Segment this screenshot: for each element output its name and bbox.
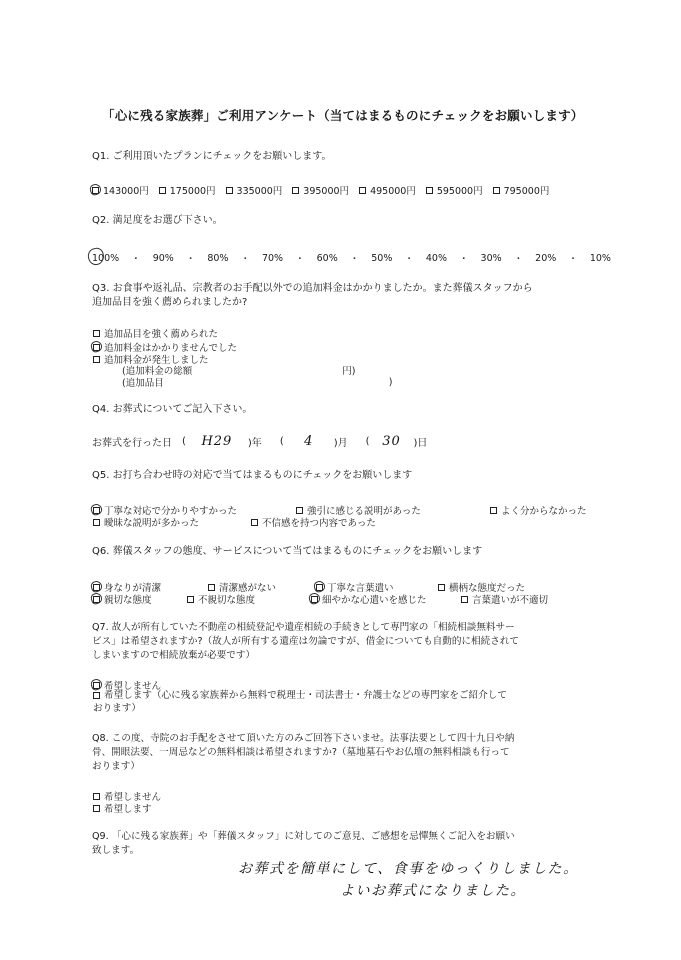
q9-answer-line1[interactable]: お葬式を簡単にして、食事をゆっくりしました。 xyxy=(238,861,579,877)
q3-option[interactable]: 追加品目を強く薦められた xyxy=(93,326,218,340)
checkbox[interactable] xyxy=(159,187,166,194)
check-mark xyxy=(90,502,104,516)
q3-sub-item: (追加品目 ) xyxy=(122,376,393,389)
q3-option[interactable]: 追加料金はかかりませんでした xyxy=(93,340,237,354)
checkbox[interactable] xyxy=(208,584,215,591)
q1-option[interactable]: 395000円 xyxy=(292,183,349,197)
q5-option[interactable]: 曖昧な説明が多かった xyxy=(93,515,251,529)
checkbox[interactable] xyxy=(93,682,100,689)
q6-question: Q6. 葬儀スタッフの態度、サービスについて当てはまるものにチェックをお願いします xyxy=(92,546,483,557)
check-mark xyxy=(90,591,104,605)
q6-option[interactable]: 親切な態度 xyxy=(93,592,187,606)
funeral-day-field[interactable]: 30 xyxy=(382,434,401,449)
checkbox[interactable] xyxy=(93,805,100,812)
q1-option[interactable]: 795000円 xyxy=(493,183,550,197)
q3-option[interactable]: 追加料金が発生しました xyxy=(93,352,209,366)
checkbox[interactable] xyxy=(493,187,500,194)
q1-question: Q1. ご利用頂いたプランにチェックをお願いします。 xyxy=(92,151,332,162)
q6-option[interactable]: 言葉遣いが不適切 xyxy=(461,592,548,606)
checkbox[interactable] xyxy=(93,356,100,363)
q6-option[interactable]: 横柄な態度だった xyxy=(438,580,525,594)
q2-options: 100% ・ 90% ・ 80% ・ 70% ・ 60% ・ 50% ・ 40% ・ 30% ・ 20% ・ 10% xyxy=(92,251,611,265)
checkbox[interactable] xyxy=(93,507,100,514)
q2-option[interactable]: 60% xyxy=(316,252,338,264)
checkbox[interactable] xyxy=(316,584,323,591)
checkbox[interactable] xyxy=(359,187,366,194)
checkbox[interactable] xyxy=(296,507,303,514)
q5-options-row2 xyxy=(93,515,376,529)
q2-option[interactable]: 50% xyxy=(371,252,393,264)
q6-option[interactable]: 清潔感がない xyxy=(208,580,316,594)
q1-option[interactable]: 335000円 xyxy=(226,183,283,197)
checkbox[interactable] xyxy=(93,692,100,699)
page-title: 「心に残る家族葬」ご利用アンケート（当てはまるものにチェックをお願いします） xyxy=(102,108,584,123)
q1-option[interactable]: 595000円 xyxy=(426,183,483,197)
checkbox[interactable] xyxy=(461,596,468,603)
checkbox[interactable] xyxy=(93,584,100,591)
funeral-month-field[interactable]: 4 xyxy=(304,434,314,449)
q9-question: Q9. 「心に残る家族葬」や「葬儀スタッフ」に対してのご意見、ご感想を忌憚無くご記入をお願い 致します。 xyxy=(92,831,515,856)
checkbox[interactable] xyxy=(92,187,99,194)
checkbox[interactable] xyxy=(187,596,194,603)
checkbox[interactable] xyxy=(93,596,100,603)
q2-question: Q2. 満足度をお選び下さい。 xyxy=(92,215,223,226)
checkbox[interactable] xyxy=(93,793,100,800)
checkbox[interactable] xyxy=(226,187,233,194)
q4-date-row: お葬式を行った日 ( H29 )年 ( 4 )月 ( 30 )日 xyxy=(92,434,428,449)
q6-option[interactable]: 丁寧な言葉遣い xyxy=(316,580,438,594)
check-mark xyxy=(89,182,103,196)
q6-option[interactable]: 身なりが清潔 xyxy=(93,580,208,594)
q8-option[interactable]: 希望しません xyxy=(93,789,161,803)
checkbox[interactable] xyxy=(438,584,445,591)
q6-options-row2 xyxy=(93,592,548,606)
q2-option[interactable]: 80% xyxy=(207,252,229,264)
q8-question: Q8. この度、寺院のお手配をさせて頂いた方のみご回答下さいませ。法事法要として四十九日や納 骨、開眼法要、一周忌などの無料相談は希望されますか?（墓地墓石やお仏壇の無料相談も行って おります） xyxy=(92,733,515,772)
q2-option[interactable]: 90% xyxy=(152,252,174,264)
q8-option[interactable]: 希望します xyxy=(93,801,152,815)
q2-option[interactable]: 20% xyxy=(535,252,557,264)
check-mark xyxy=(308,591,322,605)
q5-option[interactable]: 不信感を持つ内容であった xyxy=(251,515,376,529)
checkbox[interactable] xyxy=(292,187,299,194)
q7-question: Q7. 故人が所有していた不動産の相続登記や遺産相続の手続きとして専門家の「相続相談無料サー ビス」は希望されますか?（故人が所有する遺産は勿論ですが、借金についても自動的に相続されて しまいますので相続放棄が必要です） xyxy=(92,622,520,661)
q9-answer-line2[interactable]: よいお葬式になりました。 xyxy=(340,883,526,899)
check-mark xyxy=(313,579,327,593)
checkbox[interactable] xyxy=(311,596,318,603)
checkbox[interactable] xyxy=(490,507,497,514)
q5-option[interactable]: よく分からなかった xyxy=(490,503,587,517)
q7-option[interactable]: 希望しません xyxy=(93,678,161,692)
q1-option[interactable]: 175000円 xyxy=(159,183,216,197)
checkbox[interactable] xyxy=(93,330,100,337)
q1-option[interactable]: 143000円 xyxy=(92,183,149,197)
checkbox[interactable] xyxy=(426,187,433,194)
q2-option[interactable]: 10% xyxy=(589,252,611,264)
q2-option[interactable]: 40% xyxy=(425,252,448,264)
checkbox[interactable] xyxy=(251,519,258,526)
q1-options xyxy=(92,183,549,197)
q1-option[interactable]: 495000円 xyxy=(359,183,416,197)
checkbox[interactable] xyxy=(93,344,100,351)
funeral-era-field[interactable]: H29 xyxy=(201,434,233,449)
q5-option[interactable]: 丁寧な対応で分かりやすかった xyxy=(93,503,296,517)
q6-option[interactable]: 不親切な態度 xyxy=(187,592,311,606)
q3-sub-total: (追加料金の総額 円) xyxy=(122,366,356,377)
q7-option[interactable]: 希望します（心に残る家族葬から無料で税理士・司法書士・弁護士などの専門家をご紹介して おります） xyxy=(93,690,507,714)
q4-question: Q4. お葬式についてご記入下さい。 xyxy=(92,404,253,415)
q3-question: Q3. お食事や返礼品、宗教者のお手配以外での追加料金はかかりましたか。また葬儀スタッフから 追加品目を強く薦められましたか? xyxy=(92,283,533,308)
check-mark xyxy=(90,339,104,353)
q6-option[interactable]: 細やかな心遣いを感じた xyxy=(311,592,461,606)
q2-option[interactable]: 30% xyxy=(480,252,502,264)
check-mark xyxy=(90,579,104,593)
q5-question: Q5. お打ち合わせ時の対応で当てはまるものにチェックをお願いします xyxy=(92,470,413,481)
q5-option[interactable]: 強引に感じる説明があった xyxy=(296,503,490,517)
q2-option[interactable]: 70% xyxy=(261,252,284,264)
q2-option[interactable]: 100% xyxy=(92,253,119,264)
checkbox[interactable] xyxy=(93,519,100,526)
